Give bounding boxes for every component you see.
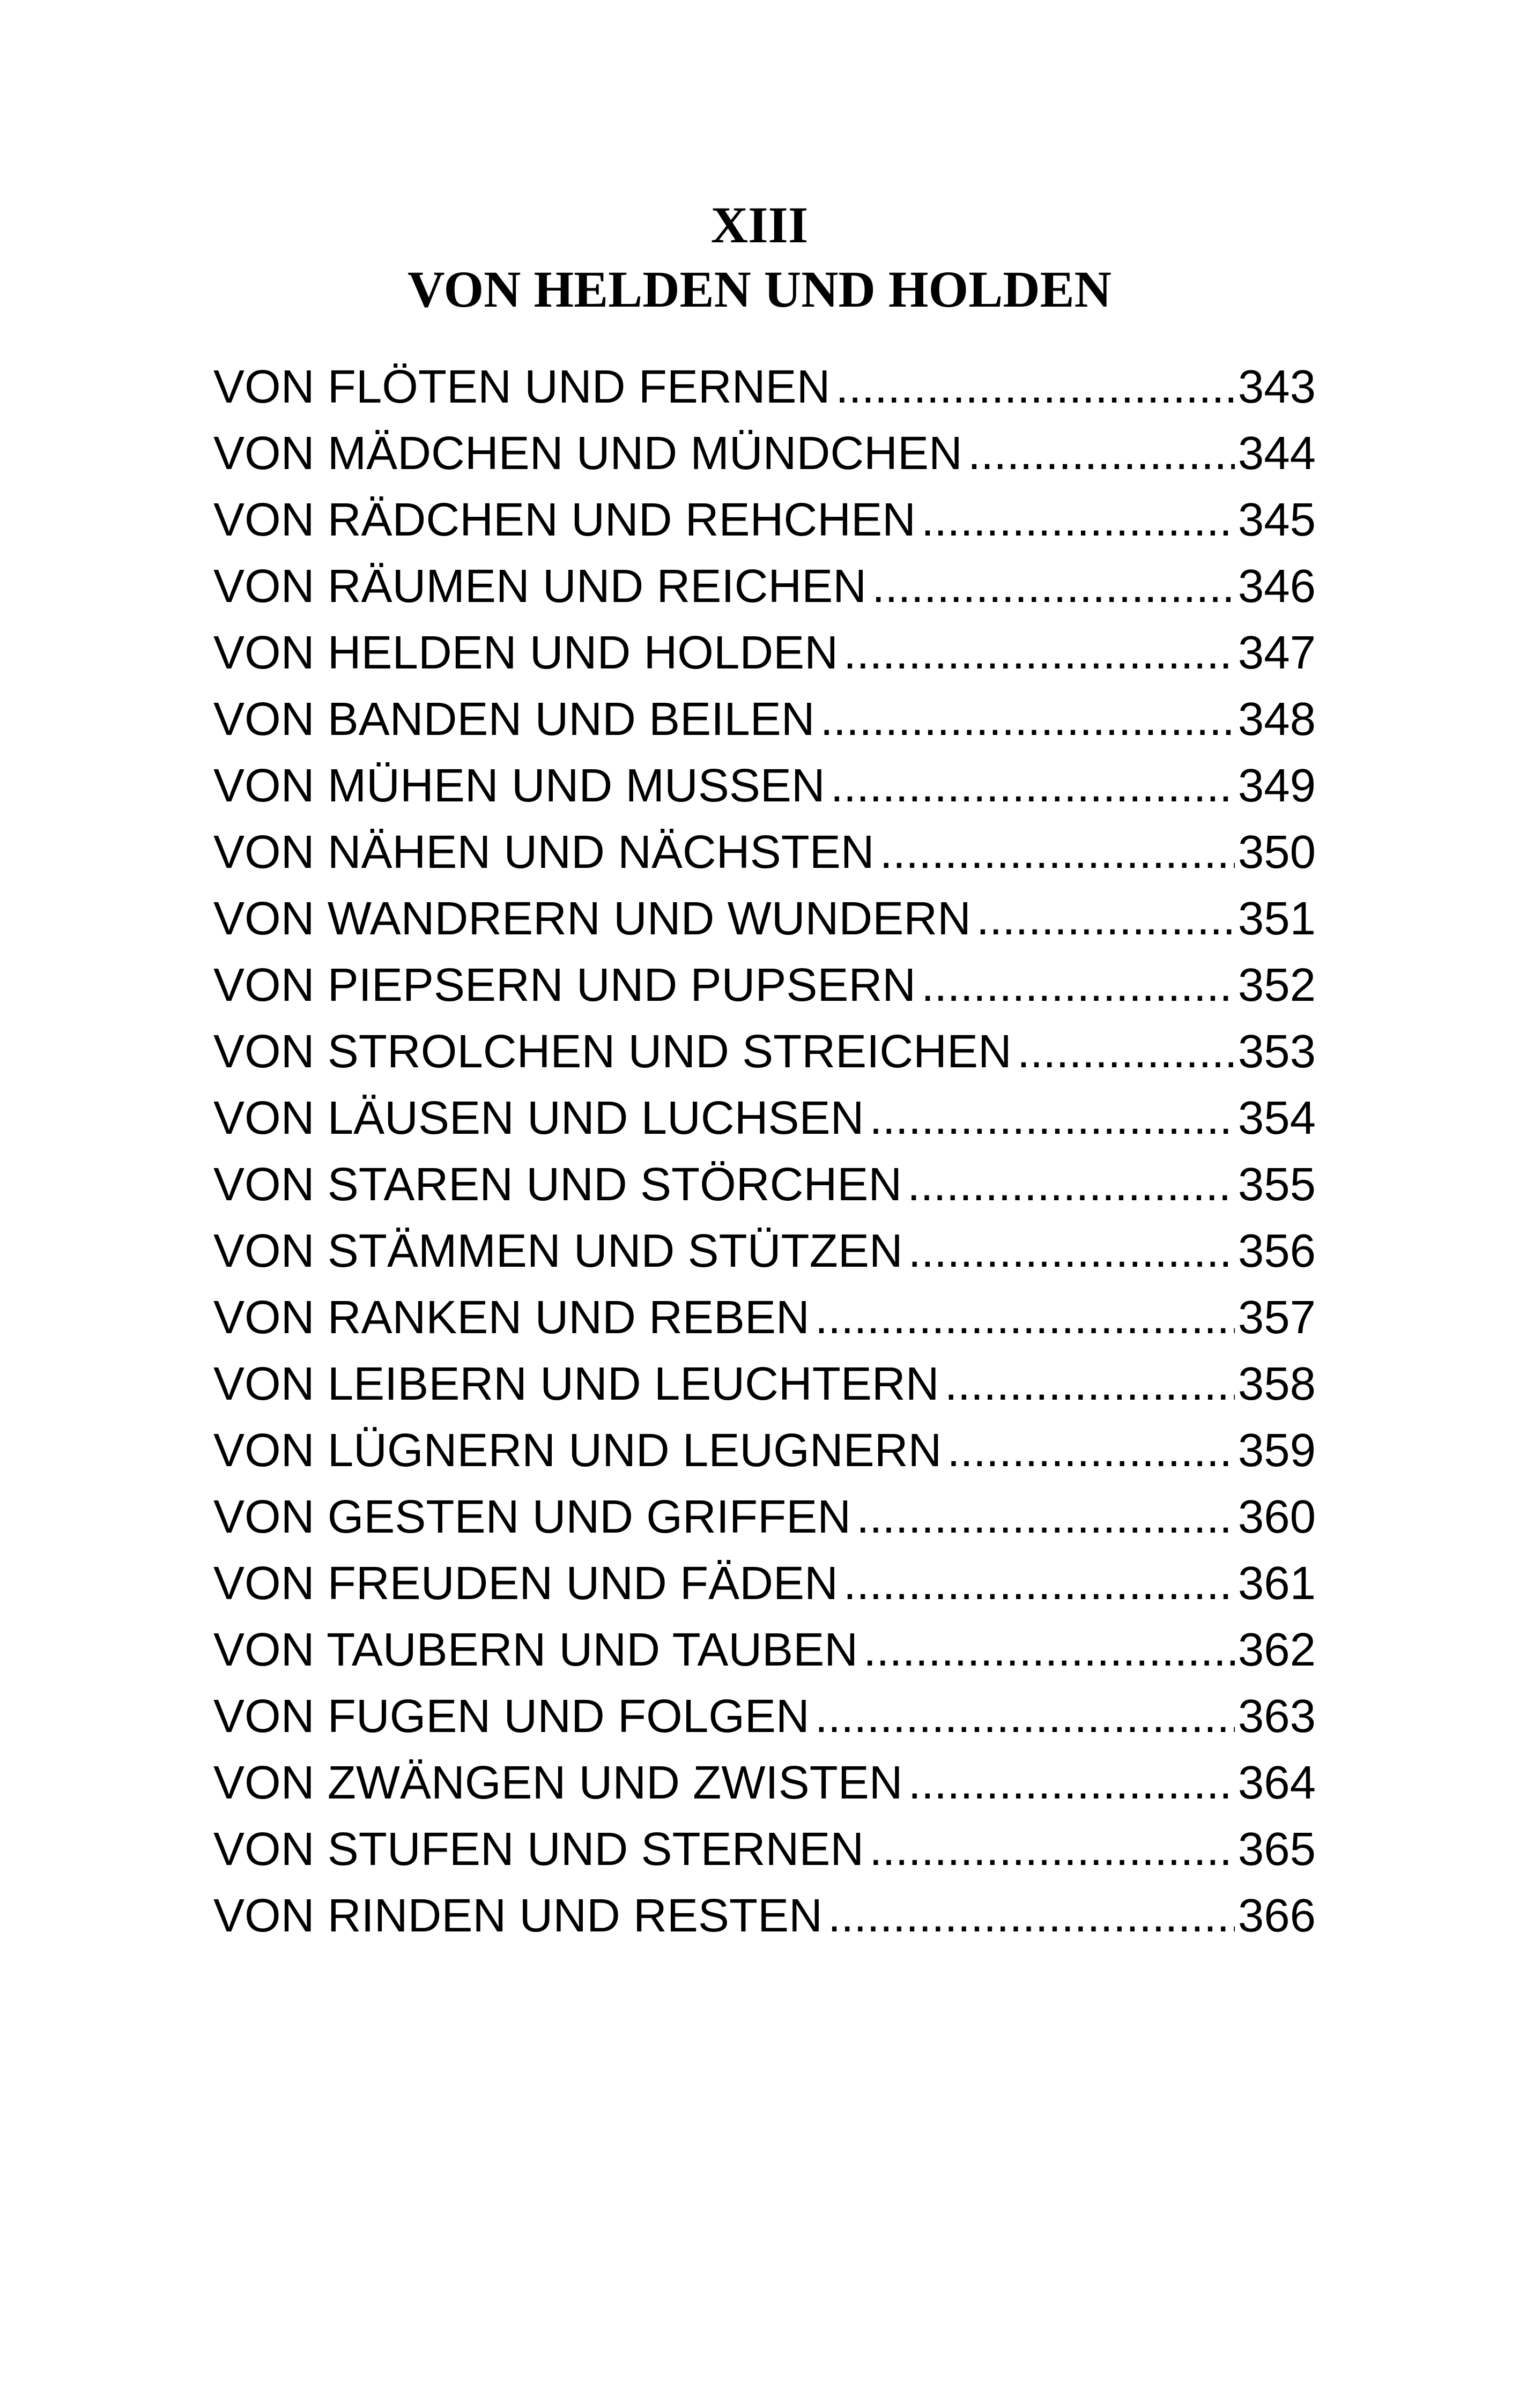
- toc-entry-page: 360: [1238, 1491, 1316, 1543]
- toc-entry-page: 349: [1238, 760, 1316, 812]
- toc-entry-page: 366: [1238, 1890, 1316, 1942]
- dot-leader: [815, 1284, 1235, 1351]
- toc-entry: [213, 1883, 1316, 1949]
- dot-leader: [815, 1683, 1235, 1750]
- dot-leader: [843, 1550, 1235, 1617]
- toc-entry: [213, 1816, 1316, 1883]
- toc-entry-page: 356: [1238, 1225, 1316, 1277]
- table-of-contents: [213, 354, 1316, 1949]
- toc-entry-page: 348: [1238, 693, 1316, 745]
- toc-entry-title: VON GESTEN UND GRIFFEN: [213, 1491, 851, 1543]
- dot-leader: [968, 420, 1235, 487]
- toc-entry-title: VON RÄDCHEN UND REHCHEN: [213, 494, 916, 546]
- toc-entry-page: 355: [1238, 1158, 1316, 1210]
- dot-leader: [907, 1151, 1235, 1218]
- toc-entry: [213, 420, 1316, 487]
- toc-entry-title: VON MÜHEN UND MUSSEN: [213, 760, 825, 812]
- toc-entry-page: 352: [1238, 959, 1316, 1011]
- dot-leader: [828, 1883, 1235, 1949]
- toc-entry-title: VON RANKEN UND REBEN: [213, 1291, 810, 1343]
- toc-entry: [213, 1019, 1316, 1085]
- dot-leader: [947, 1417, 1234, 1484]
- toc-entry: [213, 354, 1316, 420]
- dot-leader: [869, 1085, 1234, 1151]
- toc-entry: [213, 620, 1316, 686]
- toc-entry: [213, 1151, 1316, 1218]
- toc-entry-page: 343: [1238, 361, 1316, 413]
- toc-entry: [213, 1284, 1316, 1351]
- toc-entry-title: VON FLÖTEN UND FERNEN: [213, 361, 831, 413]
- toc-entry-title: VON TAUBERN UND TAUBEN: [213, 1624, 858, 1676]
- chapter-number: XIII: [710, 196, 809, 254]
- toc-entry-page: 357: [1238, 1291, 1316, 1343]
- toc-entry-title: VON BANDEN UND BEILEN: [213, 693, 815, 745]
- toc-entry-title: VON STÄMMEN UND STÜTZEN: [213, 1225, 903, 1277]
- toc-entry-title: VON STUFEN UND STERNEN: [213, 1823, 864, 1875]
- dot-leader: [945, 1351, 1235, 1417]
- toc-entry: [213, 753, 1316, 819]
- toc-entry: [213, 553, 1316, 620]
- toc-entry: [213, 819, 1316, 886]
- toc-entry-title: VON FUGEN UND FOLGEN: [213, 1690, 810, 1742]
- toc-entry: [213, 1550, 1316, 1617]
- dot-leader: [1017, 1019, 1235, 1085]
- toc-entry-page: 362: [1238, 1624, 1316, 1676]
- toc-entry: [213, 1683, 1316, 1750]
- chapter-title: VON HELDEN UND HOLDEN: [407, 261, 1112, 318]
- dot-leader: [835, 354, 1234, 420]
- toc-entry-title: VON MÄDCHEN UND MÜNDCHEN: [213, 427, 962, 479]
- toc-entry: [213, 1417, 1316, 1484]
- toc-entry-page: 344: [1238, 427, 1316, 479]
- dot-leader: [908, 1750, 1235, 1816]
- toc-entry-page: 364: [1238, 1757, 1316, 1809]
- toc-entry-title: VON LÜGNERN UND LEUGNERN: [213, 1424, 942, 1476]
- toc-entry: [213, 1484, 1316, 1550]
- toc-entry-page: 361: [1238, 1557, 1316, 1609]
- dot-leader: [872, 553, 1235, 620]
- toc-entry: [213, 1617, 1316, 1683]
- dot-leader: [863, 1617, 1235, 1683]
- toc-entry: [213, 1351, 1316, 1417]
- toc-entry-page: 363: [1238, 1690, 1316, 1742]
- toc-entry-title: VON NÄHEN UND NÄCHSTEN: [213, 826, 875, 878]
- toc-entry-page: 359: [1238, 1424, 1316, 1476]
- toc-entry-title: VON ZWÄNGEN UND ZWISTEN: [213, 1757, 903, 1809]
- toc-entry-page: 350: [1238, 826, 1316, 878]
- toc-entry-title: VON WANDRERN UND WUNDERN: [213, 893, 971, 945]
- toc-entry: [213, 952, 1316, 1019]
- toc-entry: [213, 886, 1316, 952]
- dot-leader: [831, 753, 1235, 819]
- toc-entry-page: 347: [1238, 627, 1316, 679]
- toc-entry-title: VON HELDEN UND HOLDEN: [213, 627, 839, 679]
- dot-leader: [880, 819, 1235, 886]
- toc-entry: [213, 1750, 1316, 1816]
- toc-entry-page: 365: [1238, 1823, 1316, 1875]
- toc-entry: [213, 686, 1316, 753]
- toc-entry: [213, 1218, 1316, 1284]
- dot-leader: [921, 952, 1235, 1019]
- toc-entry-title: VON LEIBERN UND LEUCHTERN: [213, 1358, 939, 1410]
- dot-leader: [820, 686, 1235, 753]
- toc-entry-page: 345: [1238, 494, 1316, 546]
- toc-entry-title: VON RINDEN UND RESTEN: [213, 1890, 823, 1942]
- dot-leader: [843, 620, 1235, 686]
- toc-entry-page: 358: [1238, 1358, 1316, 1410]
- toc-entry-title: VON STROLCHEN UND STREICHEN: [213, 1025, 1012, 1077]
- toc-entry-title: VON STAREN UND STÖRCHEN: [213, 1158, 902, 1210]
- dot-leader: [869, 1816, 1235, 1883]
- toc-entry-page: 354: [1238, 1092, 1316, 1144]
- dot-leader: [908, 1218, 1235, 1284]
- toc-entry-page: 353: [1238, 1025, 1316, 1077]
- dot-leader: [921, 487, 1235, 553]
- toc-entry-title: VON FREUDEN UND FÄDEN: [213, 1557, 838, 1609]
- toc-entry-title: VON RÄUMEN UND REICHEN: [213, 560, 867, 612]
- dot-leader: [976, 886, 1235, 952]
- toc-entry-page: 346: [1238, 560, 1316, 612]
- toc-entry: [213, 487, 1316, 553]
- toc-entry-title: VON LÄUSEN UND LUCHSEN: [213, 1092, 864, 1144]
- toc-entry: [213, 1085, 1316, 1151]
- dot-leader: [856, 1484, 1235, 1550]
- toc-entry-title: VON PIEPSERN UND PUPSERN: [213, 959, 916, 1011]
- toc-entry-page: 351: [1238, 893, 1316, 945]
